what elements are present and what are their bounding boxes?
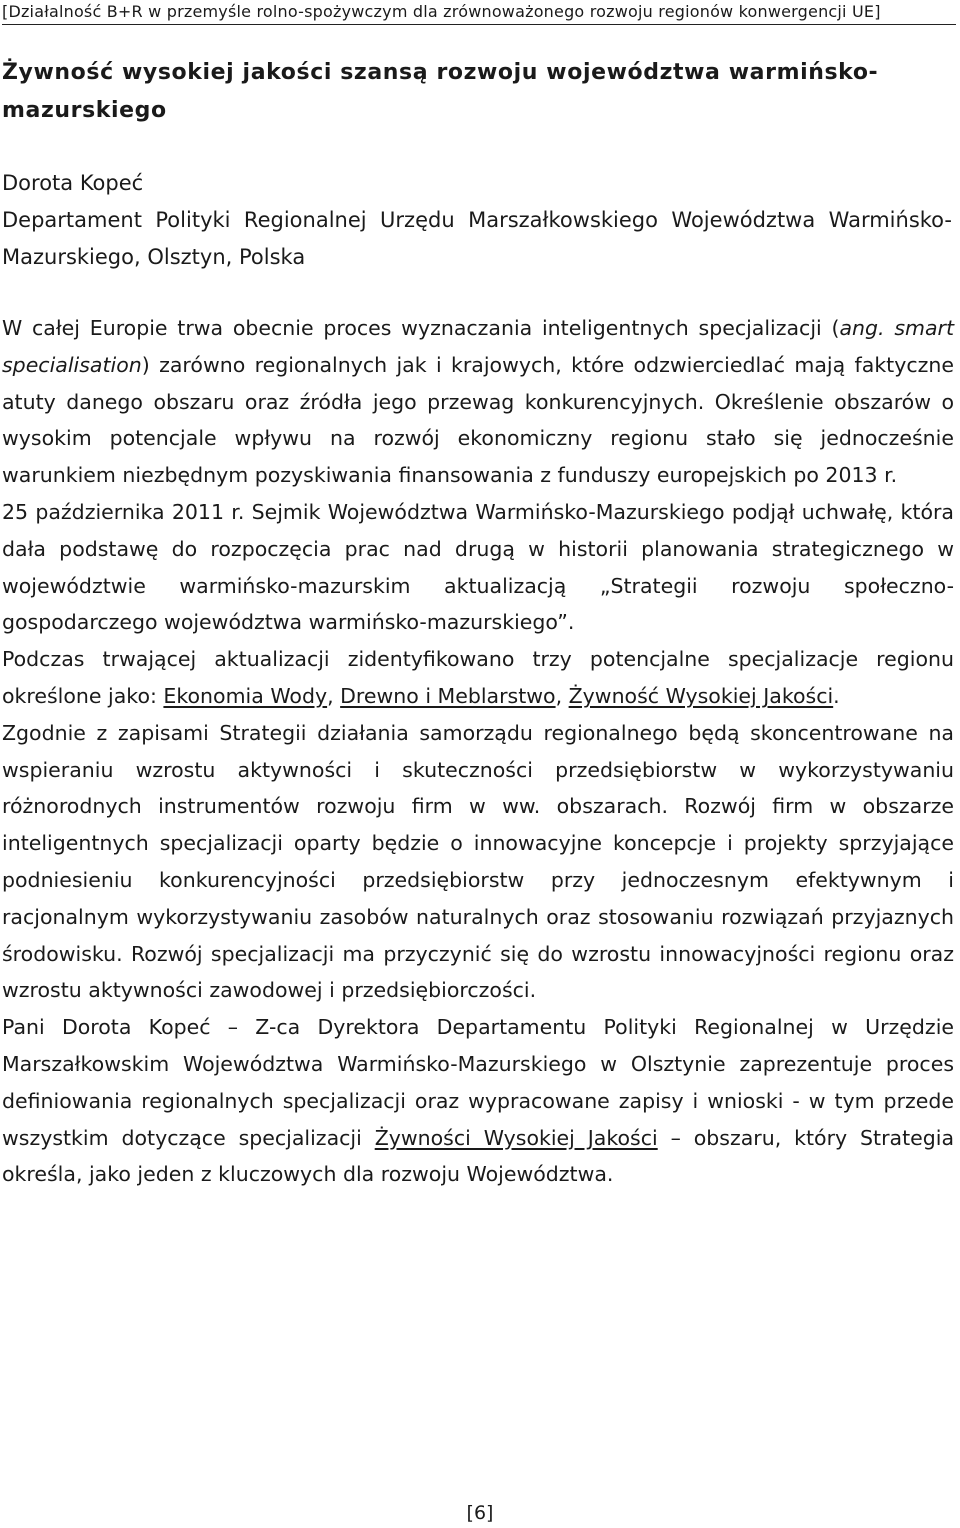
author-name: Dorota Kopeć xyxy=(2,171,144,195)
paragraph-specializations xyxy=(2,641,954,715)
text-run: Pani Dorota Kopeć – Z-ca Dyrektora Departamentu Polityki Regionalnej w Urzędzie Marszałkowskim Województwa Warmińsko-Mazurskiego w Olsztynie zaprezentuje proces definiowania regionalnych specjalizacji oraz wypracowane zapisy i wnioski - w tym przede wszystkim dotyczące specjalizacji xyxy=(2,1015,954,1150)
text-run: ) zarówno regionalnych jak i krajowych, które odzwierciedlać mają faktyczne atuty danego obszaru oraz źródła jego przewag konkurencyjnych. Określenie obszarów o wysokim potencjale wpływu na rozwój ekonomiczny regionu stało się jednocześnie warunkiem niezbędnym pozyskiwania finansowania z funduszy europejskich po 2013 r. xyxy=(2,352,954,488)
header-divider xyxy=(2,24,956,25)
running-header: [Działalność B+R w przemyśle rolno-spożywczym dla zrównoważonego rozwoju regionów konwergencji UE] xyxy=(2,2,881,21)
article-body xyxy=(2,310,954,1193)
article-title: Żywność wysokiej jakości szansą rozwoju województwa warmińsko-mazurskiego xyxy=(2,60,879,123)
text-run: . xyxy=(833,683,840,708)
page-number: [6] xyxy=(466,1502,494,1524)
paragraph-presentation xyxy=(2,1009,954,1193)
author-affiliation: Departament Polityki Regionalnej Urzędu Marszałkowskiego Województwa Warmińsko-Mazurskiego, Olsztyn, Polska xyxy=(2,208,952,269)
text-run: Podczas trwającej aktualizacji zidentyfikowano trzy potencjalne specjalizacje regionu określone jako: xyxy=(2,647,954,708)
paragraph-intro xyxy=(2,310,954,494)
paragraph-sejmik: 25 października 2011 r. Sejmik Województwa Warmińsko-Mazurskiego podjął uchwałę, która dała podstawę do rozpoczęcia prac nad drugą w historii planowania strategicznego w województwie warmińsko-mazurskim aktualizacją „Strategii rozwoju społeczno-gospodarczego województwa warmińsko-mazurskiego”. xyxy=(2,499,954,635)
specialization-ekonomia-wody: Ekonomia Wody xyxy=(163,683,328,708)
separator: , xyxy=(555,683,569,708)
text-run: W całej Europie trwa obecnie proces wyznaczania inteligentnych specjalizacji ( xyxy=(2,316,840,340)
specialization-drewno-meblarstwo: Drewno i Meblarstwo xyxy=(340,683,556,708)
specialization-zywnosc-ref: Żywności Wysokiej Jakości xyxy=(374,1125,658,1150)
paragraph-strategy: Zgodnie z zapisami Strategii działania samorządu regionalnego będą skoncentrowane na wspieraniu wzrostu aktywności i skuteczności przedsiębiorstw w wykorzystywaniu różnorodnych instrumentów rozwoju firm w ww. obszarach. Rozwój firm w obszarze inteligentnych specjalizacji oparty będzie o innowacyjne koncepcje i projekty sprzyjające podniesieniu konkurencyjności przedsiębiorstw przy jednoczesnym efektywnym i racjonalnym wykorzystywaniu zasobów naturalnych oraz stosowaniu rozwiązań przyjaznych środowisku. Rozwój specjalizacji ma przyczynić się do wzrostu innowacyjności regionu oraz wzrostu aktywności zawodowej i przedsiębiorczości. xyxy=(2,720,954,1003)
separator: , xyxy=(327,683,341,708)
emphasis-term: ang. smart specialisation xyxy=(2,316,955,377)
specialization-zywnosc: Żywność Wysokiej Jakości xyxy=(568,683,834,708)
text-run: – obszaru, który Strategia określa, jako jeden z kluczowych dla rozwoju Województwa. xyxy=(2,1125,955,1187)
